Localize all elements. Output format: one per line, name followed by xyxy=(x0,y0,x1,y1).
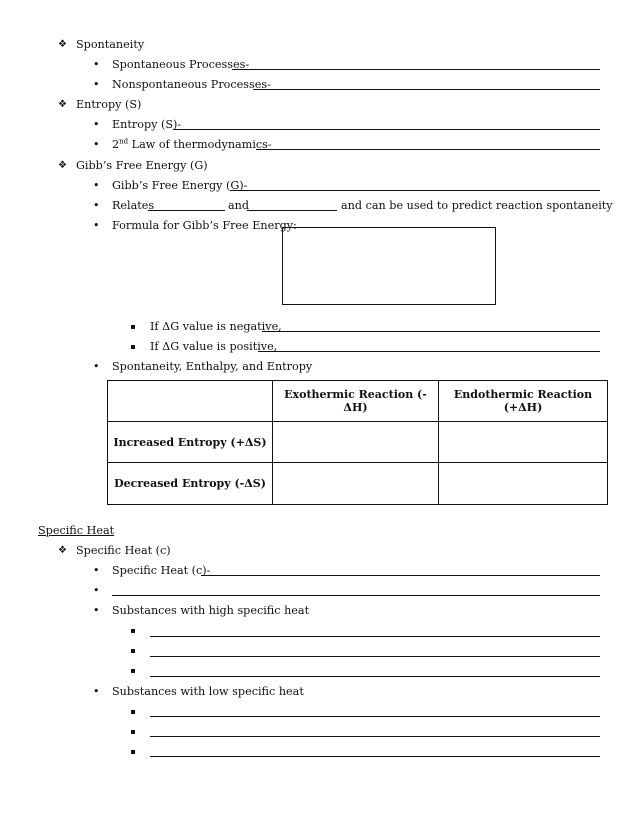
spontaneity-table xyxy=(107,380,608,505)
square-bullet-icon xyxy=(131,710,135,714)
high-specific-heat-blank-3[interactable] xyxy=(150,676,600,677)
bullet-icon: • xyxy=(93,604,100,617)
bullet-icon: • xyxy=(93,118,100,131)
bullet-icon: • xyxy=(93,179,100,192)
square-bullet-icon xyxy=(131,325,135,329)
high-specific-heat-label: Substances with high specific heat xyxy=(112,604,310,617)
bullet-icon: • xyxy=(93,685,100,698)
gibbs-definition-label: Gibb’s Free Energy (G)- xyxy=(112,179,248,192)
square-bullet-icon xyxy=(131,345,135,349)
square-bullet-icon xyxy=(131,629,135,633)
spontaneity-heading: Spontaneity xyxy=(76,38,145,51)
table-row-header-increased: Increased Entropy (+ΔS) xyxy=(108,422,273,463)
second-law-blank[interactable] xyxy=(256,149,600,150)
bullet-icon: • xyxy=(93,584,100,597)
specific-heat-extra-blank[interactable] xyxy=(112,595,600,596)
nonspontaneous-processes-blank[interactable] xyxy=(253,89,600,90)
bullet-icon: • xyxy=(93,219,100,232)
bullet-icon: • xyxy=(93,138,100,151)
square-bullet-icon xyxy=(131,669,135,673)
specific-heat-section-title: Specific Heat xyxy=(38,524,115,537)
square-bullet-icon xyxy=(131,649,135,653)
relates-and-label: and xyxy=(228,199,250,212)
entropy-definition-blank[interactable] xyxy=(173,129,600,130)
table-corner-cell xyxy=(108,381,273,422)
specific-heat-definition-label: Specific Heat (c)- xyxy=(112,564,211,577)
gibbs-heading: Gibb’s Free Energy (G) xyxy=(76,159,208,172)
table-header-exothermic: Exothermic Reaction (-ΔH) xyxy=(273,381,439,422)
formula-answer-box[interactable] xyxy=(282,227,496,305)
relates-blank-1[interactable] xyxy=(148,210,225,211)
diamond-bullet-icon: ❖ xyxy=(58,545,67,556)
table-cell-input[interactable] xyxy=(439,463,608,505)
specific-heat-heading: Specific Heat (c) xyxy=(76,544,171,557)
second-law-label: 2nd Law of thermodynamics- xyxy=(112,137,272,151)
table-cell-input[interactable] xyxy=(273,463,439,505)
relates-blank-2[interactable] xyxy=(247,210,337,211)
square-bullet-icon xyxy=(131,750,135,754)
high-specific-heat-blank-1[interactable] xyxy=(150,636,600,637)
delta-g-positive-blank[interactable] xyxy=(258,351,600,352)
low-specific-heat-label: Substances with low specific heat xyxy=(112,685,304,698)
delta-g-positive-label: If ΔG value is positive, xyxy=(150,340,278,353)
low-specific-heat-blank-3[interactable] xyxy=(150,756,600,757)
square-bullet-icon xyxy=(131,730,135,734)
bullet-icon: • xyxy=(93,564,100,577)
diamond-bullet-icon: ❖ xyxy=(58,99,67,110)
bullet-icon: • xyxy=(93,199,100,212)
low-specific-heat-blank-1[interactable] xyxy=(150,716,600,717)
entropy-definition-label: Entropy (S)- xyxy=(112,118,182,131)
low-specific-heat-blank-2[interactable] xyxy=(150,736,600,737)
delta-g-negative-blank[interactable] xyxy=(262,331,600,332)
nonspontaneous-processes-label: Nonspontaneous Processes- xyxy=(112,78,271,91)
relates-spontaneity-label: and can be used to predict reaction spontaneity xyxy=(341,199,613,212)
table-header-endothermic: Endothermic Reaction (+ΔH) xyxy=(439,381,608,422)
bullet-icon: • xyxy=(93,360,100,373)
table-row-header-decreased: Decreased Entropy (-ΔS) xyxy=(108,463,273,505)
spontaneous-processes-blank[interactable] xyxy=(232,69,600,70)
relates-label: Relates xyxy=(112,199,155,212)
table-cell-input[interactable] xyxy=(439,422,608,463)
specific-heat-definition-blank[interactable] xyxy=(201,575,600,576)
diamond-bullet-icon: ❖ xyxy=(58,160,67,171)
bullet-icon: • xyxy=(93,78,100,91)
entropy-heading: Entropy (S) xyxy=(76,98,142,111)
bullet-icon: • xyxy=(93,58,100,71)
gibbs-definition-blank[interactable] xyxy=(230,190,600,191)
delta-g-negative-label: If ΔG value is negative, xyxy=(150,320,282,333)
table-cell-input[interactable] xyxy=(273,422,439,463)
diamond-bullet-icon: ❖ xyxy=(58,39,67,50)
spontaneous-processes-label: Spontaneous Processes- xyxy=(112,58,250,71)
table-intro-label: Spontaneity, Enthalpy, and Entropy xyxy=(112,360,313,373)
formula-label: Formula for Gibb’s Free Energy: xyxy=(112,219,297,232)
high-specific-heat-blank-2[interactable] xyxy=(150,656,600,657)
